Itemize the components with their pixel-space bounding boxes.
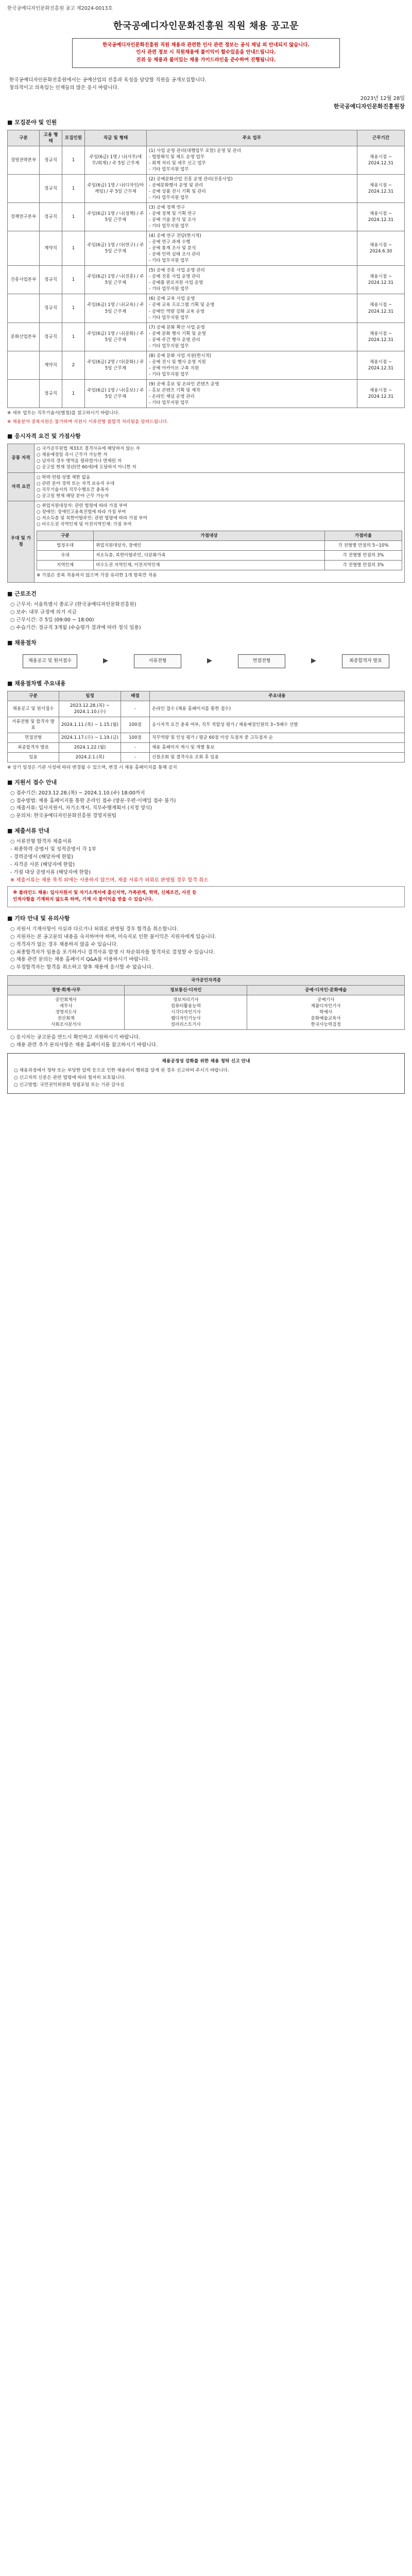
- table-cell: 1: [62, 231, 85, 266]
- intro: [7, 76, 405, 95]
- list-item: 경영지도사: [55, 1010, 77, 1015]
- list-item: ○ 직무기술서의 직무수행요건 충족자: [37, 487, 109, 493]
- table-cell: [35, 501, 405, 583]
- table-cell: 주임(6급) 1명 / 나(사무/세무/회계) / 주 5일 근무제: [85, 146, 147, 174]
- duty-line: (9) 공예 홍보 및 온라인 콘텐츠 운영: [149, 381, 219, 387]
- list-item: - 최종학력 증명서 및 성적증명서 각 1부: [10, 846, 96, 853]
- table-cell: 1: [62, 266, 85, 294]
- table-cell: 주임(6급) 1명 / 나(디자인/마케팅) / 주 5일 근무제: [85, 174, 147, 202]
- duty-line: (1) 사업 운영 관리(대행업무 포함) 운영 및 관리: [149, 148, 242, 154]
- list-item: 문화예술교육사: [311, 1016, 341, 1022]
- box-line: 인적사항을 기재하지 않도록 하며, 기재 시 불이익을 받을 수 있습니다.: [13, 897, 153, 903]
- list-item: 컴퓨터활용능력: [170, 1004, 201, 1009]
- list-item: ○ 채용 관련 문의는 채용 홈페이지 Q&A를 이용하시기 바랍니다.: [10, 957, 150, 963]
- table-row: [8, 444, 405, 472]
- column-header: 구분: [8, 691, 59, 701]
- table-cell: 1: [62, 294, 85, 323]
- column-header: 고용 형태: [40, 130, 62, 146]
- table-row: [8, 231, 405, 266]
- duty-line: - 공예 인력 실태 조사 관리: [149, 252, 200, 258]
- list-item: 공인회계사: [55, 997, 77, 1003]
- duty-line: - 공예 정책 및 기획 연구: [149, 211, 196, 217]
- table-cell: 정규직: [40, 323, 62, 351]
- requirements-table: [7, 444, 405, 583]
- box-line: ○ 신고방법: 국민권익위원회 청렴포털 또는 기관 감사실: [14, 1082, 125, 1088]
- table-cell: [35, 444, 405, 472]
- table-cell: 진흥사업본부: [8, 266, 40, 294]
- table-cell: 주임(6급) 1명 / 나(문화) / 주 5일 근무제: [85, 323, 147, 351]
- section-title: ■ 채용절차: [7, 639, 37, 646]
- table-cell: 채용시점 ~ 2024.12.31: [357, 266, 405, 294]
- column-header: 배점: [121, 691, 150, 701]
- list-item: 전산회계: [57, 1016, 75, 1022]
- warning-line: 진위 등 채용과 불미있는 채용 가이드라인을 준수하여 진행됩니다.: [136, 57, 276, 63]
- table-header-row: [8, 691, 405, 701]
- duty-line: - 기타 업무지원 업무: [149, 224, 189, 229]
- process-flow: [7, 650, 405, 672]
- other-info: [10, 926, 405, 971]
- list-item: ※ 제출서류는 채용 목적 외에는 사용하지 않으며, 제출 서류가 허위로 판명될 경우 합격 취소: [10, 877, 209, 883]
- table-cell: 주임(6급) 1명 / 나(정책) / 주 5일 근무제: [85, 203, 147, 231]
- box-title: 채용공정성 강화를 위한 채용 청탁 신고 안내: [162, 1059, 250, 1064]
- process-step: 면접전형: [238, 654, 285, 668]
- list-item: 공예기사: [317, 997, 335, 1003]
- date-sign: [7, 95, 405, 111]
- box-line: ○ 채용과정에서 청탁 또는 부당한 압력 등으로 인한 채용비리 행위를 알게 된 경우 신고하여 주시기 바랍니다.: [14, 1068, 229, 1074]
- recruit-table: [7, 130, 405, 408]
- table-cell: 임용: [8, 752, 59, 762]
- column-header: 가점비율: [325, 531, 402, 540]
- row-label: 우대 및 가점: [8, 501, 35, 583]
- points-table: [37, 531, 402, 570]
- duty-line: - 공예품 판로지원 사업 운영: [149, 280, 203, 286]
- duty-line: (7) 공예 문화 확산 사업 운영: [149, 325, 205, 330]
- duty-line: - 기타 업무지원 업무: [149, 400, 189, 405]
- table-row: [8, 501, 405, 583]
- list-item: ○ 접수방법: 채용 홈페이지를 통한 온라인 접수 (방문·우편·이메일 접수 불가): [10, 798, 176, 804]
- table-cell: 정규직: [40, 379, 62, 408]
- duty-line: - 공예 전시 및 행사 운영 지원: [149, 359, 206, 365]
- list-item: ○ 수습기간: 정규직 3개월 (수습평가 결과에 따라 정식 임용): [10, 624, 141, 631]
- documents-info: [10, 838, 405, 884]
- page-title: 한국공예디자인문화진흥원 직원 채용 공고문: [113, 20, 299, 31]
- warning-line: 한국공예디자인문화진흥원 직원 채용과 관련한 인사 관련 정보는 공식 채널 외 안내되지 않습니다.: [102, 42, 310, 48]
- table-cell: 채용시점 ~ 2024.12.31: [357, 351, 405, 379]
- notice-number: 한국공예디자인문화진흥원 공고 제2024-0013호: [7, 6, 113, 11]
- column-header: 주요 업무: [147, 130, 357, 146]
- list-item: ○ 근무시간: 주 5일 (09:00 ~ 18:00): [10, 617, 94, 623]
- table-cell: 정규직: [40, 203, 62, 231]
- table-cell: [8, 995, 125, 1030]
- list-item: ○ 채용 관련 추가 문의사항은 채용 홈페이지를 참고하시기 바랍니다.: [10, 1042, 158, 1048]
- section-title: ■ 채용절차별 주요내용: [7, 680, 66, 687]
- table-title: 국가공인자격증: [8, 976, 405, 986]
- table-cell: 2024.2.1.(목): [59, 752, 121, 762]
- warning-line: 인사 관련 정보 시 직원채용에 불이익이 할수있음을 안내드립니다.: [136, 49, 276, 56]
- list-item: ○ 공고일 현재 해당 분야 근무 가능자: [37, 493, 109, 499]
- table-cell: 신원조회 및 결격사유 조회 후 임용: [150, 752, 405, 762]
- list-item: 제품디자인기사: [311, 1004, 341, 1009]
- blind-notice-box: [7, 886, 405, 907]
- list-item: ○ 적격자가 없는 경우 채용하지 않을 수 있습니다.: [10, 941, 118, 947]
- table-cell: 정규직: [40, 174, 62, 202]
- arrow-right-icon: ▶: [207, 656, 212, 665]
- table-cell: 취업지원대상자, 장애인: [94, 540, 325, 550]
- table-header-row: [37, 531, 402, 540]
- list-item: ○ 국가공무원법 제33조 결격사유에 해당하지 않는 자: [37, 446, 140, 452]
- table-row: [8, 266, 405, 294]
- table-cell: [8, 379, 40, 408]
- table-cell: 면접전형: [8, 733, 59, 742]
- table-cell: 서류전형 및 합격자 발표: [8, 717, 59, 733]
- table-cell: [125, 995, 247, 1030]
- list-item: ○ 남자의 경우 병역을 필하였거나 면제된 자: [37, 459, 122, 464]
- table-row: [8, 174, 405, 202]
- table-cell: 2024.1.22.(월): [59, 742, 121, 752]
- box-line: ※ 블라인드 채용: 입사지원서 및 자기소개서에 출신지역, 가족관계, 학력, 신체조건, 사진 등: [13, 890, 197, 895]
- duty-line: - 공예문화행사 운영 및 관리: [149, 182, 203, 188]
- list-item: ○ 학력·연령·성별 제한 없음: [37, 474, 91, 480]
- table-cell: [147, 174, 357, 202]
- table-cell: 정규직: [40, 146, 62, 174]
- table-cell: 채용시점 ~ 2024.6.30: [357, 231, 405, 266]
- work-conditions: [10, 601, 405, 632]
- table-cell: 1: [62, 146, 85, 174]
- table-cell: 채용공고 및 원서접수: [8, 701, 59, 717]
- table-cell: 최종합격자 발표: [8, 742, 59, 752]
- list-item: ○ 저소득층 및 북한이탈주민: 관련 법령에 따라 가점 부여: [37, 515, 147, 521]
- list-item: 정보처리기사: [173, 997, 199, 1003]
- list-item: - 자격증 사본 (해당자에 한함): [10, 861, 75, 868]
- column-header: 정보통신·디자인: [125, 986, 247, 995]
- list-item: 학예사: [319, 1010, 333, 1015]
- table-cell: 정책연구본부: [8, 203, 40, 231]
- table-cell: 문화산업본부: [8, 323, 40, 351]
- column-header: 구분: [8, 130, 40, 146]
- list-item: ○ 지원자는 본 공고문의 내용을 숙지하여야 하며, 미숙지로 인한 불이익은 지원자에게 있습니다.: [10, 934, 217, 940]
- table-cell: 100점: [121, 733, 150, 742]
- table-cell: [147, 379, 357, 408]
- table-cell: 채용시점 ~ 2024.12.31: [357, 379, 405, 408]
- table-row: [8, 146, 405, 174]
- table-cell: 계약직: [40, 351, 62, 379]
- list-item: ○ 근무지: 서울특별시 종로구 (한국공예디자인문화진흥원): [10, 602, 136, 608]
- table-cell: 응시자격 요건 충족 여부, 직무 적합성 평가 / 채용예정인원의 3~5배수 선발: [150, 717, 405, 733]
- note: ※ 가점은 중복 적용하지 않으며 가장 유리한 1개 항목만 적용: [37, 572, 157, 578]
- section-title: ■ 기타 안내 및 유의사항: [7, 914, 70, 922]
- table-cell: [8, 351, 40, 379]
- intro-line: 창의적이고 의욕있는 인재들의 많은 응시 바랍니다.: [9, 84, 119, 91]
- table-row: [37, 560, 402, 570]
- application-info: [10, 790, 405, 820]
- duty-line: (8) 공예 문화 사업 지원(한시적): [149, 353, 212, 359]
- section-title: ■ 모집분야 및 인원: [7, 118, 57, 126]
- arrow-right-icon: ▶: [102, 656, 108, 665]
- list-item: ○ 채용예정일 즉시 근무가 가능한 자: [37, 452, 108, 458]
- table-row: [8, 733, 405, 742]
- column-header: 모집인원: [62, 130, 85, 146]
- table-cell: [147, 266, 357, 294]
- table-cell: [147, 323, 357, 351]
- duty-line: - 기타 업무지원 업무: [149, 166, 189, 172]
- table-cell: 1: [62, 174, 85, 202]
- table-cell: 비수도권 지역인재, 이전지역인재: [94, 560, 325, 570]
- process-step: 서류전형: [134, 654, 181, 668]
- process-step: 채용공고 및 원서접수: [23, 654, 77, 668]
- table-cell: 채용시점 ~ 2024.12.31: [357, 323, 405, 351]
- duty-line: - 공예인 역량 강화 교육 운영: [149, 309, 205, 314]
- table-row: [8, 351, 405, 379]
- table-row: [8, 752, 405, 762]
- section-title: ■ 응시자격 요건 및 가점사항: [7, 433, 81, 440]
- note: ※ 세부 업무는 직무기술서(별첨)를 참고하시기 바랍니다.: [7, 410, 119, 416]
- note: ※ 채용분야 중복지원은 불가하며 지원시 서류전형 불합격 처리됨을 알려드립니다.: [7, 419, 168, 425]
- duty-line: - 공예 진흥 사업 운영 관리: [149, 274, 200, 280]
- duty-line: - 기타 업무지원 업무: [149, 343, 189, 349]
- section-title: ■ 근로조건: [7, 590, 37, 598]
- table-cell: 각 전형별 만점의 5~10%: [325, 540, 402, 550]
- duty-line: - 공예 교육 프로그램 기획 및 운영: [149, 302, 215, 308]
- table-cell: 정규직: [40, 266, 62, 294]
- table-cell: 주임(6급) 1명 / 다(연구) / 주 5일 근무제: [85, 231, 147, 266]
- table-cell: 우대: [37, 550, 94, 560]
- table-cell: 2: [62, 351, 85, 379]
- list-item: 세무사: [59, 1004, 73, 1009]
- list-item: ○ 지원서 기재사항이 사실과 다르거나 허위로 판명될 경우 합격을 취소합니다.: [10, 926, 179, 932]
- warning-box: [72, 38, 340, 68]
- duty-line: - 공예 상품 전시 기획 및 관리: [149, 189, 206, 194]
- column-header: 가점대상: [94, 531, 325, 540]
- duty-line: - 공예 통계 조사 및 분석: [149, 246, 196, 251]
- table-row: [8, 717, 405, 733]
- column-header: 경영·회계·사무: [8, 986, 125, 995]
- list-item: ○ 비수도권 지역인재 및 이전지역인재: 가점 부여: [37, 521, 132, 527]
- table-row: [37, 540, 402, 550]
- duty-line: (6) 공예 교육 사업 운영: [149, 296, 195, 302]
- process-step: 최종합격자 발표: [342, 654, 389, 668]
- table-cell: 경영전략본부: [8, 146, 40, 174]
- table-cell: [147, 203, 357, 231]
- list-item: ○ 장애인: 장애인고용촉진법에 따라 가점 부여: [37, 509, 126, 515]
- column-header: 구분: [37, 531, 94, 540]
- list-item: - 가점 대상 증명서류 (해당자에 한함): [10, 869, 91, 875]
- duty-line: (5) 공예 진흥 사업 운영 관리: [149, 268, 205, 274]
- duty-line: - 공예 주간 행사 운영 관리: [149, 337, 200, 343]
- table-row: [8, 742, 405, 752]
- list-item: - 경력증명서 (해당자에 한함): [10, 854, 74, 860]
- intro-line: 한국공예디자인문화진흥원에서는 공예산업의 진흥과 육성을 담당할 직원을 공개모집합니다.: [9, 77, 207, 83]
- table-cell: 채용시점 ~ 2024.12.31: [357, 203, 405, 231]
- table-header-row: [8, 130, 405, 146]
- list-item: ○ 서류전형 합격자 제출서류: [10, 839, 72, 845]
- list-item: ○ 응시자는 공고문을 반드시 확인하고 지원하시기 바랍니다.: [10, 1035, 141, 1041]
- table-cell: 1: [62, 323, 85, 351]
- table-cell: 2023.12.28.(목) ~ 2024.1.10.(수): [59, 701, 121, 717]
- table-cell: 계약직: [40, 231, 62, 266]
- list-item: 시각디자인기사: [170, 1010, 201, 1015]
- list-item: ○ 접수기간: 2023.12.28.(목) ~ 2024.1.10.(수) 18:00까지: [10, 790, 145, 796]
- table-cell: 1: [62, 379, 85, 408]
- table-cell: 채용시점 ~ 2024.12.31: [357, 146, 405, 174]
- list-item: ○ 제출서류: 입사지원서, 자기소개서, 직무수행계획서 (지정 양식): [10, 805, 152, 811]
- table-cell: 정규직: [40, 294, 62, 323]
- table-row: [8, 294, 405, 323]
- column-header: 직급 및 형태: [85, 130, 147, 146]
- column-header: 주요내용: [150, 691, 405, 701]
- list-item: 사회조사분석사: [51, 1022, 81, 1028]
- table-cell: 법정우대: [37, 540, 94, 550]
- certificate-table: [7, 975, 405, 1030]
- table-cell: 직무역량 및 인성 평가 / 평균 60점 이상 득점자 중 고득점자 순: [150, 733, 405, 742]
- duty-line: - 공예 아카이브 구축 지원: [149, 365, 199, 371]
- duty-line: (2) 공예문화산업 진흥 운영 관리(진흥사업): [149, 176, 233, 182]
- duty-line: - 기타 업무지원 업무: [149, 195, 189, 200]
- table-cell: [8, 231, 40, 266]
- table-cell: 채용시점 ~ 2024.12.31: [357, 174, 405, 202]
- table-cell: -: [121, 752, 150, 762]
- table-row: [8, 472, 405, 501]
- table-cell: -: [121, 701, 150, 717]
- report-notice-box: [7, 1053, 405, 1093]
- row-label: 공통 자격: [8, 444, 35, 472]
- list-item: ○ 문의처: 한국공예디자인문화진흥원 경영지원팀: [10, 813, 117, 819]
- table-cell: 각 전형별 만점의 3%: [325, 550, 402, 560]
- table-cell: -: [121, 742, 150, 752]
- table-row: [8, 995, 405, 1030]
- table-header-row: [8, 986, 405, 995]
- list-item: ○ 최종합격자가 임용을 포기하거나 결격사유 발생 시 차순위자를 합격자로 결정할 수 있습니다.: [10, 949, 215, 955]
- table-cell: 2024.1.17.(수) ~ 1.19.(금): [59, 733, 121, 742]
- duty-line: - 홍보 콘텐츠 기획 및 제작: [149, 387, 200, 393]
- table-row: [37, 550, 402, 560]
- table-cell: 주임(6급) 1명 / 나(진흥) / 주 5일 근무제: [85, 266, 147, 294]
- table-cell: [147, 294, 357, 323]
- table-row: [8, 379, 405, 408]
- section-title: ■ 제출서류 안내: [7, 827, 49, 835]
- duty-line: - 온라인 채널 운영 관리: [149, 394, 195, 399]
- list-item: ○ 관련 분야 경력 또는 자격 보유자 우대: [37, 481, 115, 486]
- list-item: ○ 보수: 내부 규정에 의거 지급: [10, 609, 77, 616]
- table-cell: 주임(6급) 1명 / 나(교육) / 주 5일 근무제: [85, 294, 147, 323]
- table-cell: 주임(6급) 1명 / 나(홍보) / 주 5일 근무제: [85, 379, 147, 408]
- table-row: [8, 701, 405, 717]
- duty-line: - 기타 업무지원 업무: [149, 371, 189, 377]
- column-header: 근무기간: [357, 130, 405, 146]
- table-cell: [147, 231, 357, 266]
- table-cell: [8, 294, 40, 323]
- duty-line: - 공예 문화 행사 기획 및 운영: [149, 331, 206, 336]
- org-name: 한국공예디자인문화진흥원장: [333, 103, 405, 110]
- notice-date: 2023년 12월 28일: [360, 96, 405, 102]
- table-cell: 채용 홈페이지 게시 및 개별 통보: [150, 742, 405, 752]
- duty-line: - 공예 기술 분석 및 조사: [149, 217, 196, 223]
- table-cell: 저소득층, 북한이탈주민, 다문화가족: [94, 550, 325, 560]
- table-cell: [247, 995, 405, 1030]
- note: ※ 상기 일정은 기관 사정에 따라 변경될 수 있으며, 변경 시 채용 홈페이지를 통해 공지: [7, 765, 177, 770]
- list-item: ○ 공고일 현재 정년(만 60세)에 도달하지 아니한 자: [37, 465, 136, 470]
- column-header: 공예·디자인·문화예술: [247, 986, 405, 995]
- list-item: ○ 취업지원대상자: 관련 법령에 따라 가점 부여: [37, 503, 128, 509]
- row-label: 자격 요건: [8, 472, 35, 501]
- table-cell: [35, 472, 405, 501]
- column-header: 일정: [59, 691, 121, 701]
- box-line: ○ 신고자의 신분은 관련 법령에 따라 철저히 보호됩니다.: [14, 1075, 126, 1081]
- table-cell: 각 전형별 만점의 3%: [325, 560, 402, 570]
- duty-line: - 법령해석 및 제도 운영 업무: [149, 154, 205, 160]
- list-item: 한국사능력검정: [311, 1022, 341, 1028]
- duty-line: - 회계 처리 및 세무 신고 업무: [149, 160, 206, 166]
- table-header-row: [8, 976, 405, 986]
- list-item: ○ 부정합격자는 합격을 취소하고 향후 채용에 응시할 수 없습니다.: [10, 964, 153, 971]
- arrow-right-icon: ▶: [311, 656, 316, 665]
- duty-line: (4) 공예 연구 전담(한시적): [149, 233, 201, 239]
- list-item: 컬러리스트기사: [170, 1022, 201, 1028]
- duty-line: - 기타 업무지원 업무: [149, 286, 189, 292]
- table-cell: 1: [62, 203, 85, 231]
- duty-line: - 기타 업무지원 업무: [149, 315, 189, 320]
- duty-line: - 기타 업무지원 업무: [149, 258, 189, 264]
- table-cell: 주임(6급) 2명 / 다(문화) / 주 5일 근무제: [85, 351, 147, 379]
- duty-line: (3) 공예 정책 연구: [149, 205, 185, 211]
- table-row: [8, 203, 405, 231]
- table-row: [8, 323, 405, 351]
- schedule-table: [7, 691, 405, 762]
- table-cell: [8, 174, 40, 202]
- table-cell: 온라인 접수 (채용 홈페이지를 통한 접수): [150, 701, 405, 717]
- section-title: ■ 지원서 접수 안내: [7, 778, 57, 786]
- table-cell: [147, 146, 357, 174]
- table-cell: [147, 351, 357, 379]
- duty-line: - 공예 연구 과제 수행: [149, 240, 191, 245]
- table-cell: 2024.1.11.(목) ~ 1.15.(월): [59, 717, 121, 733]
- list-item: 웹디자인기능사: [170, 1016, 201, 1022]
- table-cell: 지역인재: [37, 560, 94, 570]
- table-cell: 채용시점 ~ 2024.12.31: [357, 294, 405, 323]
- closing-notes: [10, 1034, 405, 1049]
- table-cell: 100점: [121, 717, 150, 733]
